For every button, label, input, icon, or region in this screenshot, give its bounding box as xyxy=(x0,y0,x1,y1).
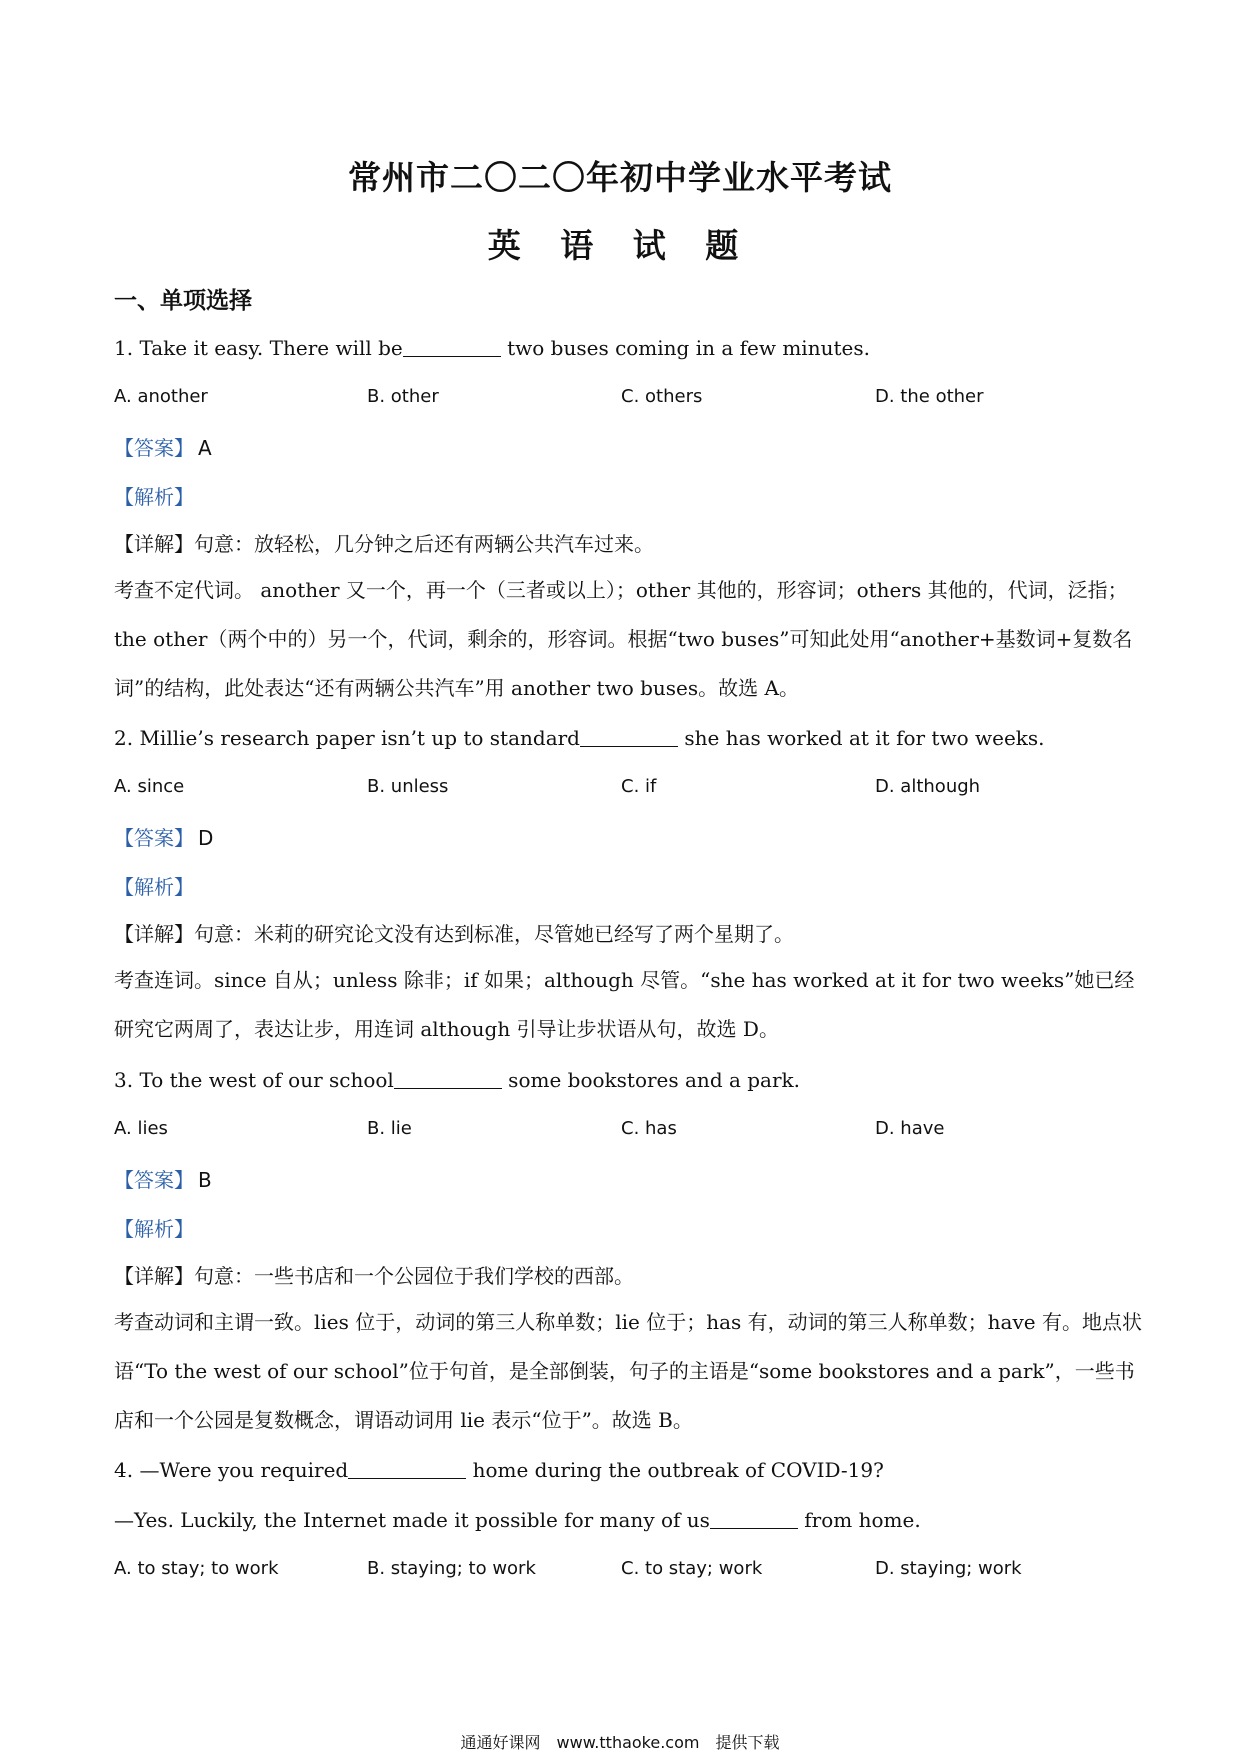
footer-site-name: 通通好课网 xyxy=(460,1733,541,1752)
section-heading: 一、单项选择 xyxy=(114,288,252,314)
question-2-option-c: C. if xyxy=(621,776,657,797)
question-2-option-d: D. although xyxy=(875,776,981,797)
exam-subtitle: 英 语 试 题 xyxy=(487,226,753,265)
question-3-stem: 3. To the west of our school some bookstores and a park. xyxy=(114,1068,801,1092)
question-3-option-b: B. lie xyxy=(367,1118,412,1139)
question-2-option-b: B. unless xyxy=(367,776,449,797)
answer-blank xyxy=(403,336,501,357)
question-4-option-a: A. to stay; to work xyxy=(114,1558,279,1579)
question-4-option-d: D. staying; work xyxy=(875,1558,1022,1579)
question-2-stem: 2. Millie’s research paper isn’t up to standard she has worked at it for two weeks. xyxy=(114,726,1045,750)
question-1-explanation: 考查不定代词。 another 又一个，再一个（三者或以上）；other 其他的，形容词；others 其他的，代词，泛指；the other（两个中的）另一个，代词，剩余的，形容词。根据“two buses”可知此处用“another+基数词+复数名词”的结构，此处表达“还有两辆公共汽车”用 another two buses。故选 A。 xyxy=(114,578,1133,700)
answer-blank xyxy=(580,726,678,747)
question-1-option-b: B. other xyxy=(367,386,439,407)
footer-note: 提供下载 xyxy=(715,1733,780,1752)
question-1-option-a: A. another xyxy=(114,386,208,407)
question-4-option-b: B. staying; to work xyxy=(367,1558,536,1579)
question-3-analysis-label: 【解析】 xyxy=(114,1217,194,1241)
answer-blank xyxy=(348,1458,466,1479)
question-2-option-a: A. since xyxy=(114,776,185,797)
question-4-stem-line-2: —Yes. Luckily, the Internet made it possible for many of us from home. xyxy=(114,1508,921,1532)
question-3-answer: 【答案】 B xyxy=(114,1168,212,1192)
question-3-option-a: A. lies xyxy=(114,1118,168,1139)
question-2-explanation: 考查连词。since 自从；unless 除非；if 如果；although 尽管。“she has worked at it for two weeks”她已经研究它两周了，表达让步，用连词 although 引导让步状语从句，故选 D。 xyxy=(114,968,1135,1041)
question-3-detail: 【详解】句意：一些书店和一个公园位于我们学校的西部。 xyxy=(114,1264,634,1288)
footer-url-link[interactable]: www.tthaoke.com xyxy=(556,1733,700,1752)
exam-title: 常州市二〇二〇年初中学业水平考试 xyxy=(348,158,892,197)
answer-blank xyxy=(710,1508,798,1529)
question-4-option-c: C. to stay; work xyxy=(621,1558,763,1579)
question-1-detail: 【详解】句意：放轻松，几分钟之后还有两辆公共汽车过来。 xyxy=(114,532,654,556)
question-1-answer: 【答案】 A xyxy=(114,436,212,460)
question-1-option-c: C. others xyxy=(621,386,703,407)
question-1-option-d: D. the other xyxy=(875,386,984,407)
question-3-explanation: 考查动词和主谓一致。lies 位于，动词的第三人称单数；lie 位于；has 有，动词的第三人称单数；have 有。地点状语“To the west of our school”位于句首，是全部倒装，句子的主语是“some bookstores and a park”，一些书店和一个公园是复数概念，谓语动词用 lie 表示“位于”。故选 B。 xyxy=(114,1310,1142,1432)
answer-blank xyxy=(394,1068,502,1089)
question-3-option-c: C. has xyxy=(621,1118,677,1139)
question-1-analysis-label: 【解析】 xyxy=(114,485,194,509)
question-3-option-d: D. have xyxy=(875,1118,945,1139)
page-footer xyxy=(0,1730,1240,1753)
question-2-detail: 【详解】句意：米莉的研究论文没有达到标准，尽管她已经写了两个星期了。 xyxy=(114,922,794,946)
question-4-stem-line-1: 4. —Were you required home during the outbreak of COVID-19? xyxy=(114,1458,884,1482)
question-2-answer: 【答案】 D xyxy=(114,826,214,850)
question-1-stem: 1. Take it easy. There will be two buses coming in a few minutes. xyxy=(114,336,870,360)
question-2-analysis-label: 【解析】 xyxy=(114,875,194,899)
